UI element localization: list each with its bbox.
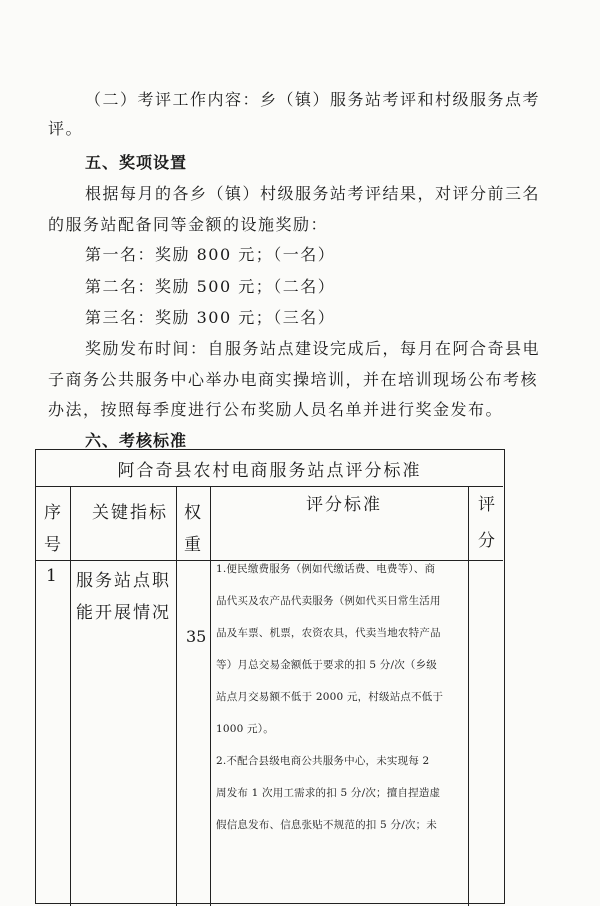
section5-heading: 五、奖项设置 [85, 153, 188, 172]
criteria-line: 周发布 1 次用工需求的扣 5 分/次；擅自捏造虚 [216, 787, 441, 799]
header-score-2: 分 [478, 531, 497, 551]
header-score-1: 评 [478, 495, 497, 515]
section5-intro-line-1: 根据每月的各乡（镇）村级服务站考评结果，对评分前三名 [85, 184, 541, 203]
criteria-line: 品代买及农产品代卖服务（例如代买日常生活用 [216, 595, 441, 607]
header-indicator: 关键指标 [92, 503, 168, 523]
header-criteria: 评分标准 [306, 495, 382, 515]
header-no-1: 序 [44, 503, 63, 523]
table-title: 阿合奇县农村电商服务站点评分标准 [117, 461, 422, 481]
row1-weight: 35 [186, 627, 207, 646]
criteria-line: 1.便民缴费服务（例如代缴话费、电费等）、商 [216, 563, 436, 575]
header-weight-2: 重 [184, 535, 203, 555]
release-line-1: 奖励发布时间：自服务站点建设完成后，每月在阿合奇县电 [85, 339, 541, 358]
table-divider [210, 486, 211, 906]
release-line-2: 子商务公共服务中心举办电商实操培训，并在培训现场公布考核 [48, 370, 539, 389]
prize-first: 第一名：奖励 800 元；（一名） [85, 245, 336, 264]
criteria-line: 站点月交易额不低于 2000 元，村级站点不低于 [216, 691, 444, 703]
criteria-line: 等）月总交易金额低于要求的扣 5 分/次（乡级 [216, 659, 437, 671]
header-weight-1: 权 [184, 503, 203, 523]
table-divider [70, 486, 71, 906]
row1-no: 1 [46, 566, 59, 586]
release-line-3: 办法，按照每季度进行公布奖励人员名单并进行奖金发布。 [48, 400, 504, 419]
table-divider [36, 486, 503, 487]
header-no-2: 号 [44, 535, 63, 555]
prize-second: 第二名：奖励 500 元；（二名） [85, 277, 336, 296]
content-line-2: 评。 [48, 119, 84, 138]
row1-indicator-1: 服务站点职 [76, 571, 171, 591]
prize-third: 第三名：奖励 300 元；（三名） [85, 308, 336, 327]
section5-intro-line-2: 的服务站配备同等金额的设施奖励： [48, 215, 329, 234]
criteria-line: 1000 元）。 [216, 723, 274, 735]
row1-indicator-2: 能开展情况 [76, 603, 171, 623]
scoring-table [35, 449, 505, 904]
table-divider [468, 486, 469, 906]
criteria-line: 2.不配合县级电商公共服务中心，未实现每 2 [216, 755, 430, 767]
section6-heading: 六、考核标准 [85, 431, 188, 450]
criteria-line: 假信息发布、信息张贴不规范的扣 5 分/次；未 [216, 819, 437, 831]
criteria-line: 品及车票、机票，农资农具，代卖当地农特产品 [216, 627, 441, 639]
table-divider [176, 486, 177, 906]
content-line-1: （二）考评工作内容：乡（镇）服务站考评和村级服务点考 [85, 90, 541, 109]
